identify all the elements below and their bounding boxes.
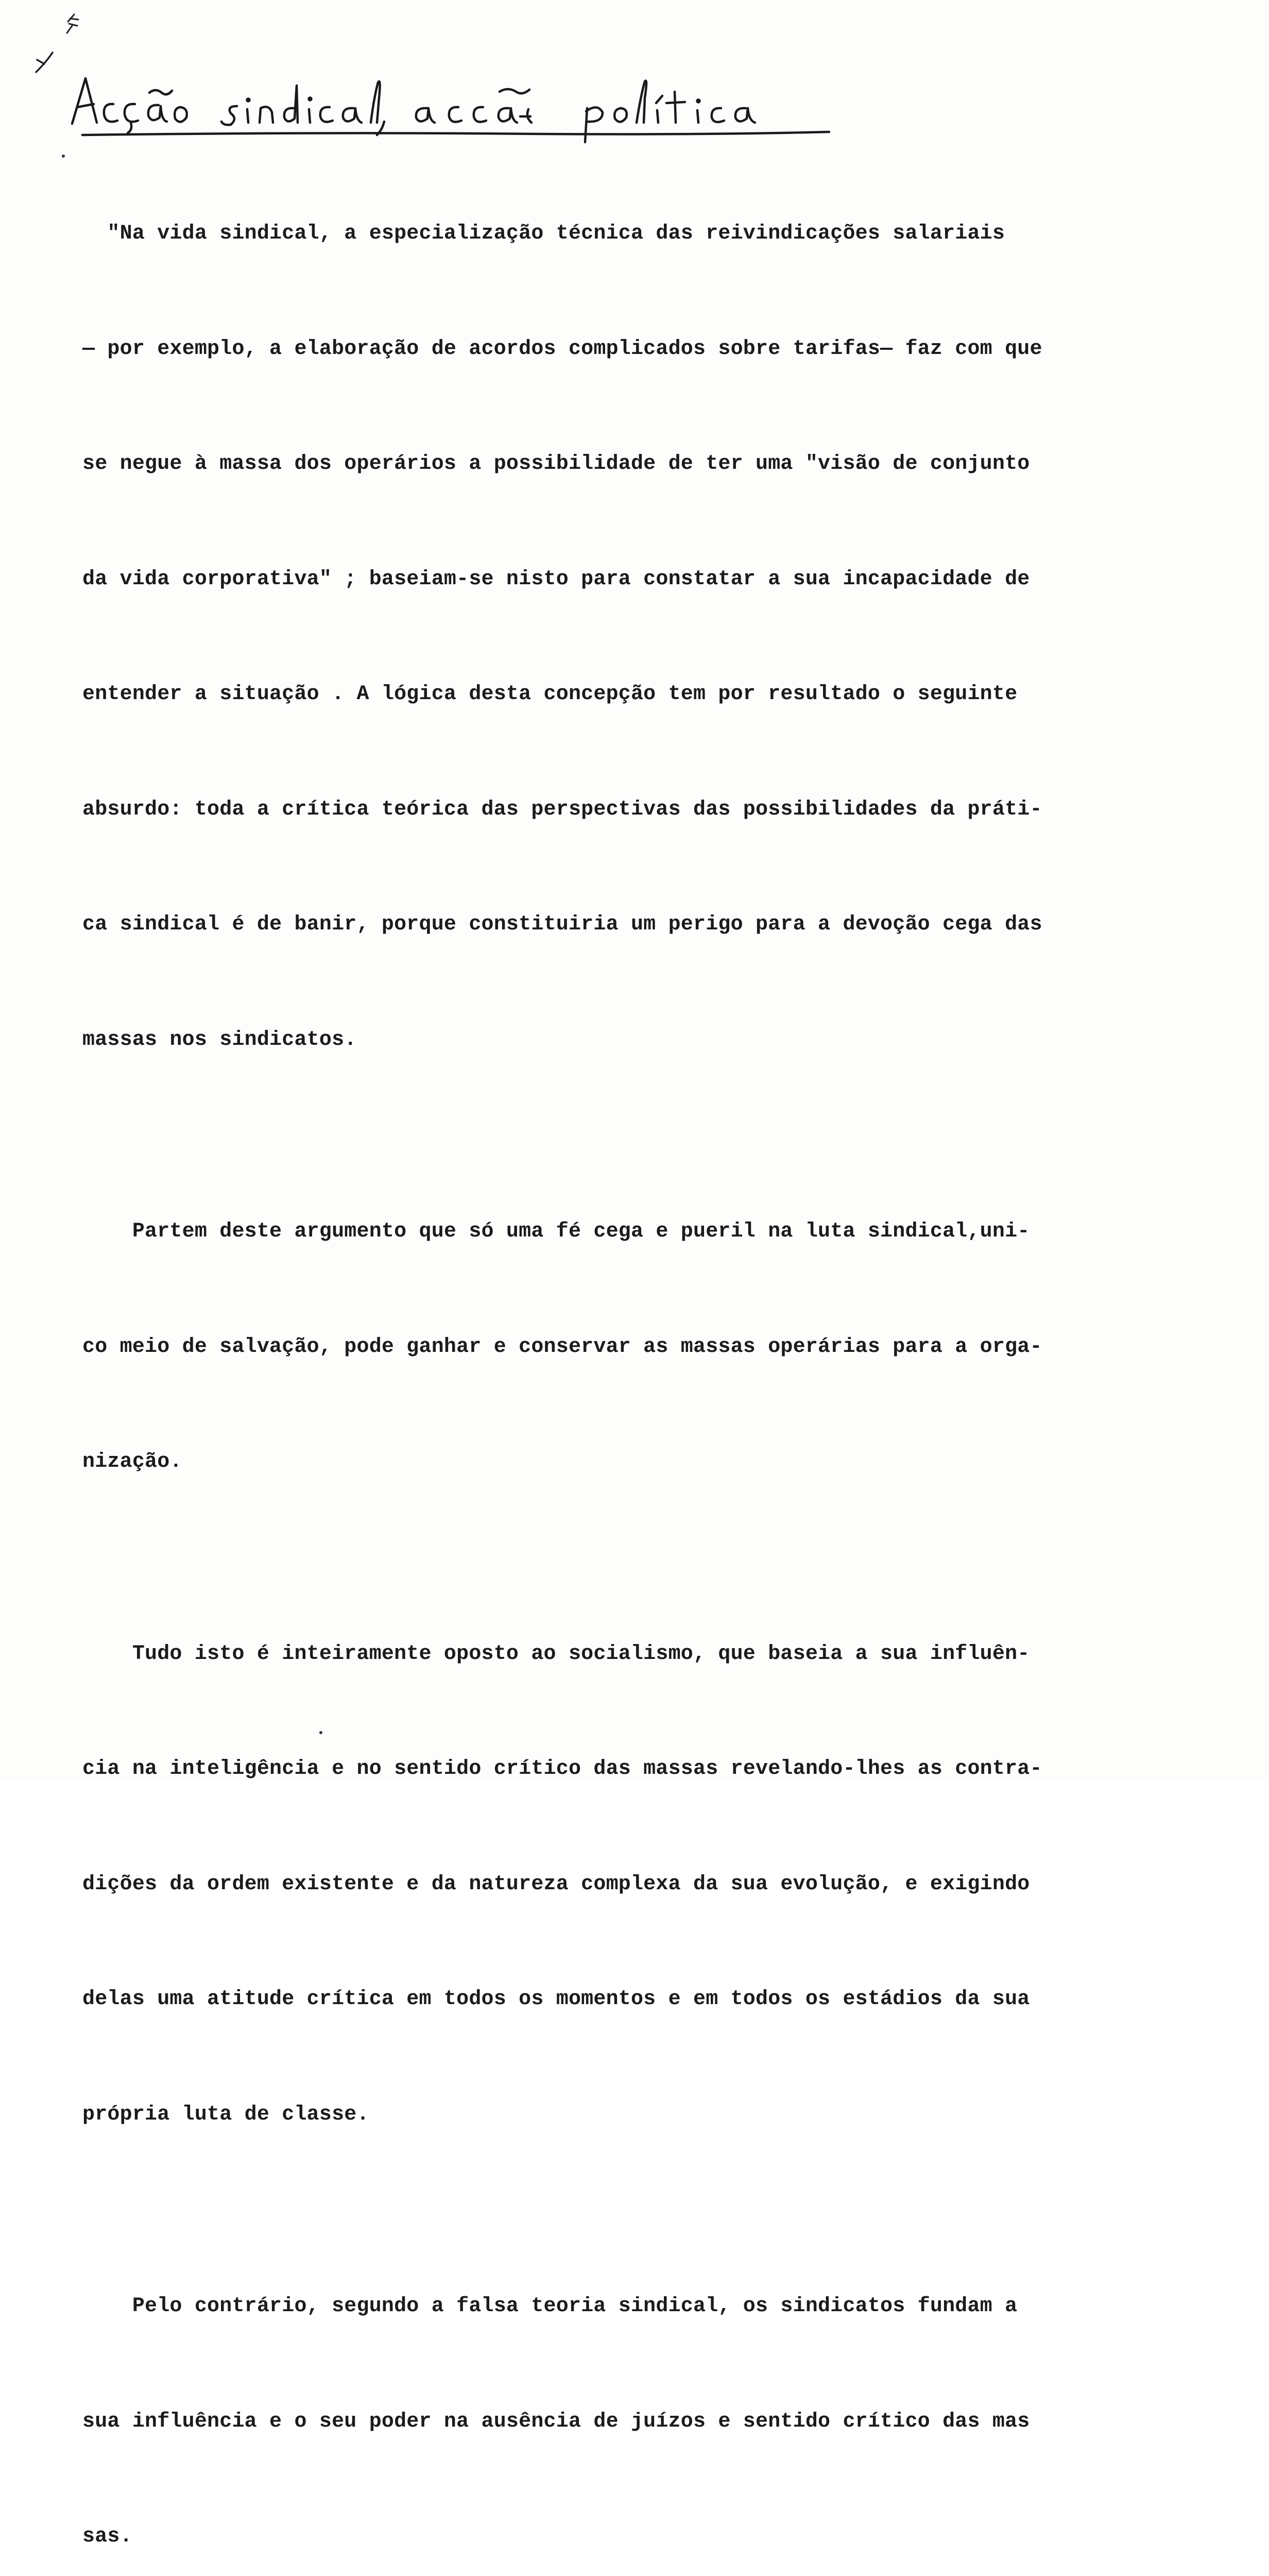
paragraph-1 (82, 138, 1174, 1136)
text-line: Pelo contrário, segundo a falsa teoria sindical, os sindicatos fundam a (82, 2295, 1018, 2318)
handwritten-title (67, 67, 860, 144)
text-line: entender a situação . A lógica desta concepção tem por resultado o seguinte (82, 683, 1018, 706)
text-line: Tudo isto é inteiramente oposto ao socialismo, que baseia a sua influên- (82, 1642, 1030, 1666)
text-line: sua influência e o seu poder na ausência de juízos e sentido crítico das mas (82, 2410, 1030, 2433)
scan-speck (319, 1731, 322, 1734)
text-line: co meio de salvação, pode ganhar e conservar as massas operárias para a orga- (82, 1335, 1042, 1359)
text-line: "Na vida sindical, a especialização técnica das reivindicações salariais (82, 222, 1005, 245)
paragraph-3 (82, 1558, 1174, 2211)
text-line: própria luta de classe. (82, 2103, 369, 2126)
scan-speck (62, 155, 65, 158)
paragraph-4 (82, 2211, 1174, 2576)
text-line: da vida corporativa" ; baseiam-se nisto para constatar a sua incapacidade de (82, 567, 1030, 591)
text-line: delas uma atitude crítica em todos os momentos e em todos os estádios da sua (82, 1988, 1030, 2011)
paragraph-2 (82, 1136, 1174, 1558)
text-line: massas nos sindicatos. (82, 1028, 357, 1052)
text-line: ca sindical é de banir, porque constituiria um perigo para a devoção cega das (82, 913, 1042, 936)
typewritten-body (82, 138, 1174, 2576)
text-line: — por exemplo, a elaboração de acordos complicados sobre tarifas— faz com que (82, 337, 1042, 361)
text-line: Partem deste argumento que só uma fé cega e pueril na luta sindical,uni- (82, 1220, 1030, 1243)
text-line: dições da ordem existente e da natureza complexa da sua evolução, e exigindo (82, 1872, 1030, 1896)
text-line: absurdo: toda a crítica teórica das perspectivas das possibilidades da práti- (82, 798, 1042, 821)
text-line: se negue à massa dos operários a possibilidade de ter uma "visão de conjunto (82, 452, 1030, 476)
text-line: sas. (82, 2525, 132, 2548)
text-line: nização. (82, 1450, 182, 1473)
text-line: cia na inteligência e no sentido crítico das massas revelando-lhes as contra- (82, 1757, 1042, 1781)
